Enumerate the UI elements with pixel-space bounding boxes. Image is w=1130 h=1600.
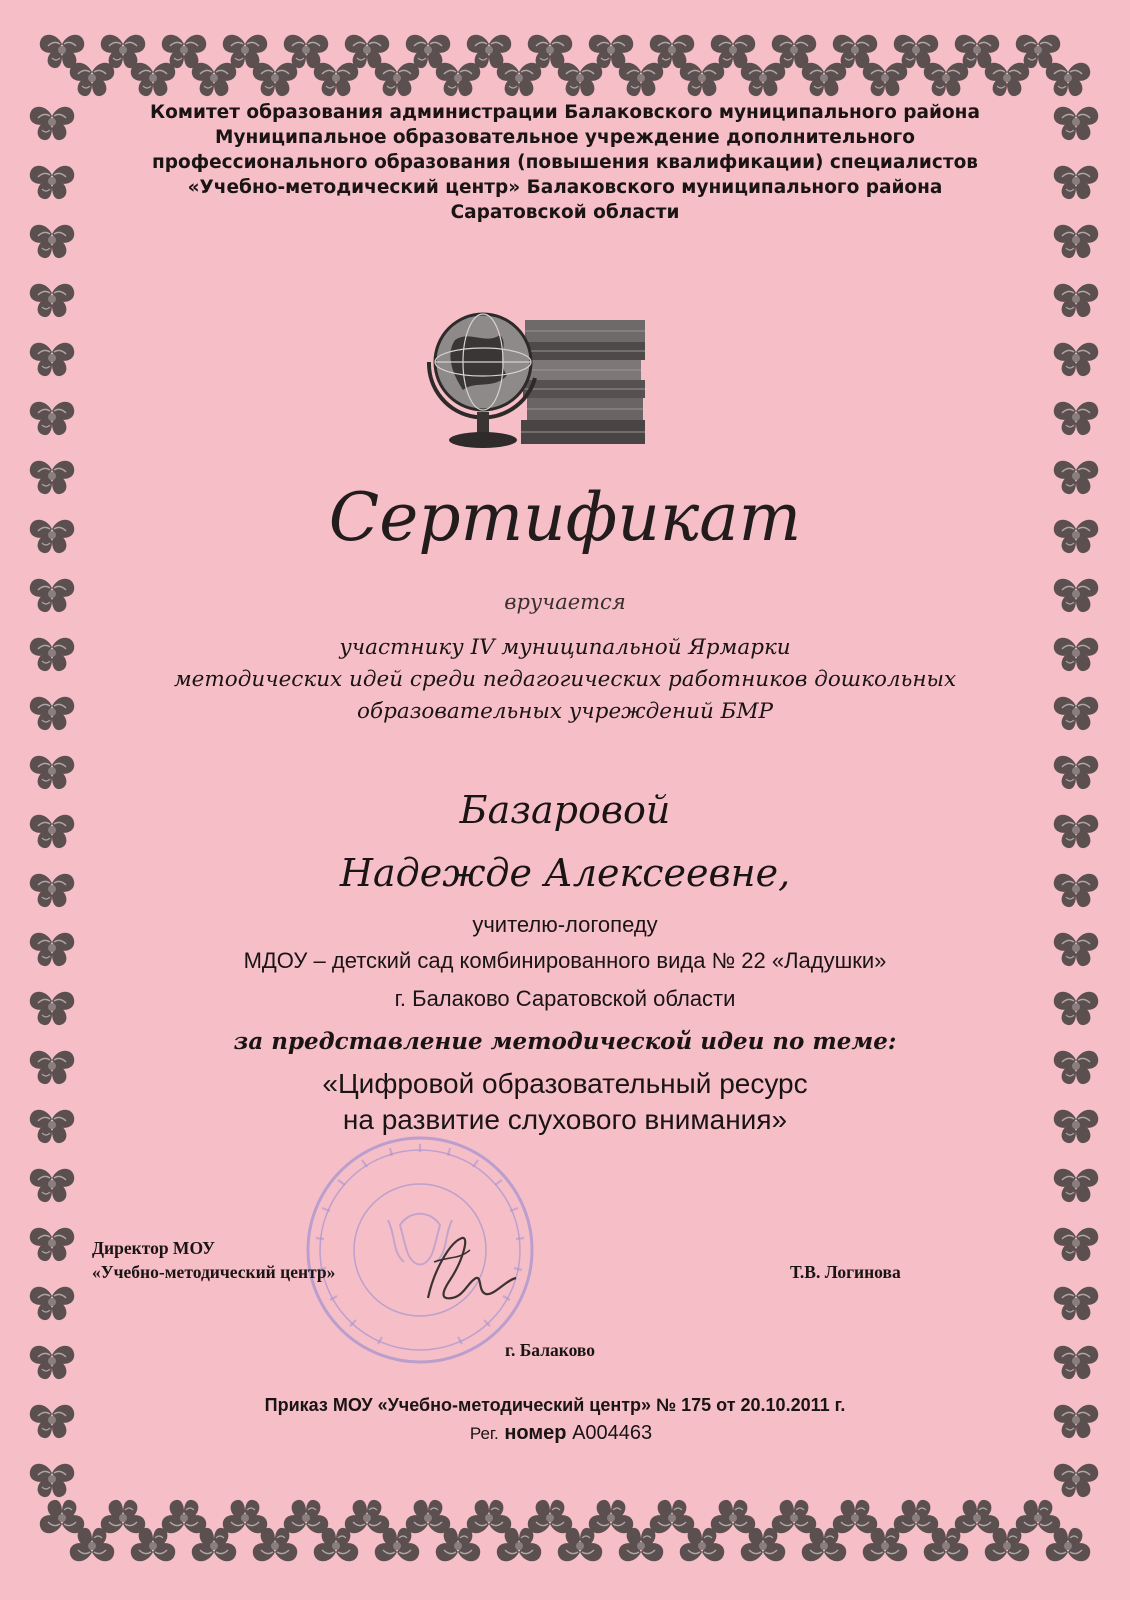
signer-role-line: Директор МОУ [92,1238,215,1258]
border-flower-icon [1054,1346,1098,1379]
border-flower-icon [1046,63,1090,96]
border-flower-icon [802,63,846,96]
border-flower-icon [894,1500,938,1533]
border-flower-icon [1054,343,1098,376]
border-flower-icon [314,63,358,96]
border-flower-icon [924,63,968,96]
border-flower-icon [30,1228,74,1261]
border-flower-icon [1054,402,1098,435]
border-flower-icon [650,1500,694,1533]
event-line: методических идей среди педагогических работников дошкольных [173,667,957,692]
border-flower-icon [436,63,480,96]
border-flower-icon [1054,1287,1098,1320]
border-flower-icon [30,1346,74,1379]
certificate-title: Сертификат [328,479,802,556]
recipient-position: учителю-логопеду [472,912,658,937]
border-flower-icon [619,63,663,96]
border-flower-icon [1054,1228,1098,1261]
border-flower-icon [711,1500,755,1533]
border-flower-icon [1054,225,1098,258]
border-flower-icon [162,1500,206,1533]
border-flower-icon [497,63,541,96]
border-flower-icon [1016,1500,1060,1533]
border-flower-icon [375,63,419,96]
border-flower-icon [40,1500,84,1533]
border-flower-icon [833,1500,877,1533]
award-reason: за представление методической идеи по теме: [233,1028,897,1055]
border-flower-icon [253,63,297,96]
border-flower-icon [1054,284,1098,317]
header-line: профессионального образования (повышения квалификации) специалистов [152,152,978,173]
signer-name: Т.В. Логинова [790,1262,901,1282]
official-seal-stamp [300,1130,540,1370]
reg-number: А004463 [572,1422,653,1444]
border-flower-icon [30,225,74,258]
border-flower-icon [1054,1464,1098,1497]
border-flower-icon [467,1500,511,1533]
border-flower-icon [70,63,114,96]
topic-line: «Цифровой образовательный ресурс [322,1068,808,1099]
border-flower-icon [528,1500,572,1533]
issuer-header [0,100,1130,225]
border-flower-icon [558,63,602,96]
topic-title [0,1066,1130,1138]
topic-line: на развитие слухового внимания» [342,1104,788,1135]
border-flower-icon [284,1500,328,1533]
globe-and-books-icon [425,300,655,460]
event-description [0,632,1130,728]
awarded-text: вручается [504,590,626,614]
border-flower-icon [30,1169,74,1202]
border-flower-icon [741,63,785,96]
border-flower-icon [345,1500,389,1533]
border-flower-icon [30,402,74,435]
border-flower-icon [1054,1169,1098,1202]
header-line: Комитет образования администрации Балаковского муниципального района [150,102,980,123]
border-flower-icon [223,1500,267,1533]
recipient-surname: Базаровой [459,788,671,832]
registration-number [0,1418,1126,1449]
header-line: «Учебно-методический центр» Балаковского муниципального района [187,177,943,198]
border-flower-icon [955,1500,999,1533]
signer-role [92,1236,335,1284]
border-flower-icon [30,284,74,317]
border-flower-icon [30,1464,74,1497]
border-flower-icon [101,1500,145,1533]
border-flower-icon [772,1500,816,1533]
recipient-given-names: Надежде Алексеевне, [339,851,791,895]
border-flower-icon [863,63,907,96]
reg-prefix: Рег. [469,1424,499,1443]
border-flower-icon [680,63,724,96]
recipient-organization: МДОУ – детский сад комбинированного вида № 22 «Ладушки» [243,948,887,973]
reg-word: номер [504,1422,567,1444]
border-flower-icon [192,63,236,96]
border-flower-icon [406,1500,450,1533]
issue-place: г. Балаково [505,1340,596,1360]
border-flower-icon [131,63,175,96]
recipient-city: г. Балаково Саратовской области [394,986,736,1011]
event-line: участнику IV муниципальной Ярмарки [339,635,791,660]
border-flower-icon [30,343,74,376]
signer-role-line: «Учебно-методический центр» [92,1262,336,1282]
border-flower-icon [985,63,1029,96]
order-reference: Приказ МОУ «Учебно-методический центр» № 175 от 20.10.2011 г. [264,1395,846,1415]
border-flower-icon [589,1500,633,1533]
event-line: образовательных учреждений БМР [357,699,773,724]
header-line: Саратовской области [450,202,680,223]
border-flower-icon [30,1287,74,1320]
header-line: Муниципальное образовательное учреждение дополнительного [215,127,915,148]
